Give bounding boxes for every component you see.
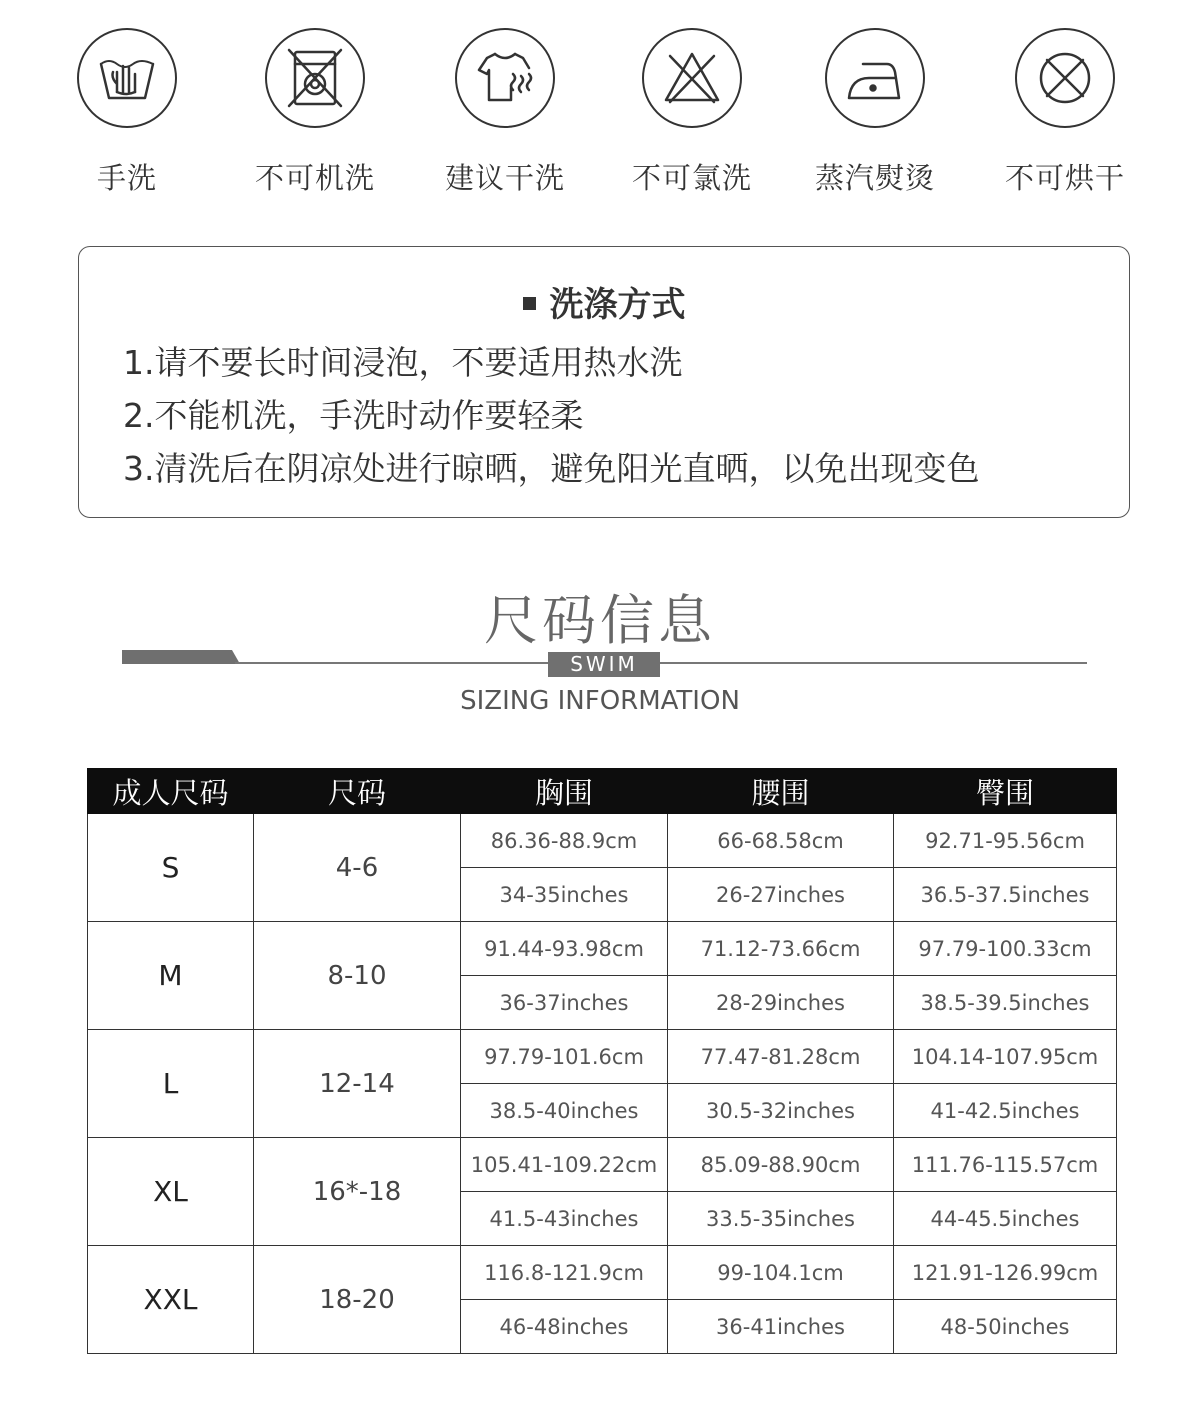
wash-instruction-2: 2.不能机洗，手洗时动作要轻柔 (123, 396, 584, 435)
steam-iron-icon (825, 28, 925, 128)
care-icons-row (0, 0, 1200, 210)
bust-cm-cell: 105.41-109.22cm (461, 1138, 668, 1192)
sizing-title: 尺码信息 (484, 589, 716, 652)
no-machine-wash-icon (265, 28, 365, 128)
wash-method-title (79, 277, 1129, 326)
hip-inches-cell: 41-42.5inches (894, 1084, 1117, 1138)
header-hip: 臀围 (894, 769, 1117, 814)
table-header-row (88, 769, 1117, 814)
waist-cm-cell: 85.09-88.90cm (668, 1138, 894, 1192)
size-cell: 18-20 (254, 1246, 461, 1354)
care-item-steam-iron (800, 28, 950, 197)
bust-inches-cell: 38.5-40inches (461, 1084, 668, 1138)
care-label: 不可氯洗 (631, 161, 752, 195)
care-item-hand-wash (52, 28, 202, 197)
bust-cm-cell: 116.8-121.9cm (461, 1246, 668, 1300)
bust-inches-cell: 36-37inches (461, 976, 668, 1030)
header-bust: 胸围 (461, 769, 668, 814)
adult-size-cell: S (88, 814, 254, 922)
waist-cm-cell: 99-104.1cm (668, 1246, 894, 1300)
care-item-no-tumble-dry (990, 28, 1140, 197)
hip-cm-cell: 121.91-126.99cm (894, 1246, 1117, 1300)
hand-wash-icon (77, 28, 177, 128)
waist-inches-cell: 33.5-35inches (668, 1192, 894, 1246)
hip-inches-cell: 36.5-37.5inches (894, 868, 1117, 922)
wash-method-title-text: 洗涤方式 (549, 285, 686, 325)
square-bullet-icon (523, 297, 536, 310)
hip-cm-cell: 92.71-95.56cm (894, 814, 1117, 868)
bust-cm-cell: 91.44-93.98cm (461, 922, 668, 976)
wash-instruction-3: 3.清洗后在阴凉处进行晾晒，避免阳光直晒，以免出现变色 (123, 449, 980, 488)
table-row (88, 1138, 1117, 1192)
bust-inches-cell: 41.5-43inches (461, 1192, 668, 1246)
bust-inches-cell: 46-48inches (461, 1300, 668, 1354)
header-size: 尺码 (254, 769, 461, 814)
care-label: 蒸汽熨烫 (814, 161, 935, 195)
adult-size-cell: L (88, 1030, 254, 1138)
size-cell: 16*-18 (254, 1138, 461, 1246)
waist-inches-cell: 36-41inches (668, 1300, 894, 1354)
wash-instruction-1: 1.请不要长时间浸泡，不要适用热水洗 (123, 343, 683, 382)
bust-cm-cell: 86.36-88.9cm (461, 814, 668, 868)
bust-cm-cell: 97.79-101.6cm (461, 1030, 668, 1084)
adult-size-cell: M (88, 922, 254, 1030)
table-row (88, 1246, 1117, 1300)
waist-cm-cell: 77.47-81.28cm (668, 1030, 894, 1084)
table-row (88, 922, 1117, 976)
hip-inches-cell: 38.5-39.5inches (894, 976, 1117, 1030)
care-item-no-machine-wash (240, 28, 390, 197)
hip-cm-cell: 111.76-115.57cm (894, 1138, 1117, 1192)
hip-cm-cell: 104.14-107.95cm (894, 1030, 1117, 1084)
adult-size-cell: XXL (88, 1246, 254, 1354)
bust-inches-cell: 34-35inches (461, 868, 668, 922)
swim-badge: SWIM (548, 652, 660, 677)
wash-method-box (78, 246, 1130, 518)
size-table (87, 768, 1117, 1354)
table-row (88, 1030, 1117, 1084)
no-bleach-icon (642, 28, 742, 128)
decorative-bar (122, 650, 242, 666)
care-label: 不可机洗 (254, 161, 375, 195)
waist-inches-cell: 26-27inches (668, 868, 894, 922)
adult-size-cell: XL (88, 1138, 254, 1246)
care-item-no-bleach (617, 28, 767, 197)
divider-line (235, 662, 1087, 664)
care-item-dry-clean (430, 28, 580, 197)
care-label: 不可烘干 (1004, 161, 1125, 195)
waist-cm-cell: 71.12-73.66cm (668, 922, 894, 976)
hip-inches-cell: 48-50inches (894, 1300, 1117, 1354)
care-label: 建议干洗 (444, 161, 565, 195)
waist-inches-cell: 28-29inches (668, 976, 894, 1030)
table-row (88, 814, 1117, 868)
hip-inches-cell: 44-45.5inches (894, 1192, 1117, 1246)
sizing-subtitle: SIZING INFORMATION (460, 686, 740, 716)
size-cell: 8-10 (254, 922, 461, 1030)
header-waist: 腰围 (668, 769, 894, 814)
header-adult-size: 成人尺码 (88, 769, 254, 814)
waist-inches-cell: 30.5-32inches (668, 1084, 894, 1138)
waist-cm-cell: 66-68.58cm (668, 814, 894, 868)
hip-cm-cell: 97.79-100.33cm (894, 922, 1117, 976)
size-cell: 4-6 (254, 814, 461, 922)
no-tumble-dry-icon (1015, 28, 1115, 128)
size-cell: 12-14 (254, 1030, 461, 1138)
dry-clean-icon (455, 28, 555, 128)
care-label: 手洗 (96, 161, 157, 195)
